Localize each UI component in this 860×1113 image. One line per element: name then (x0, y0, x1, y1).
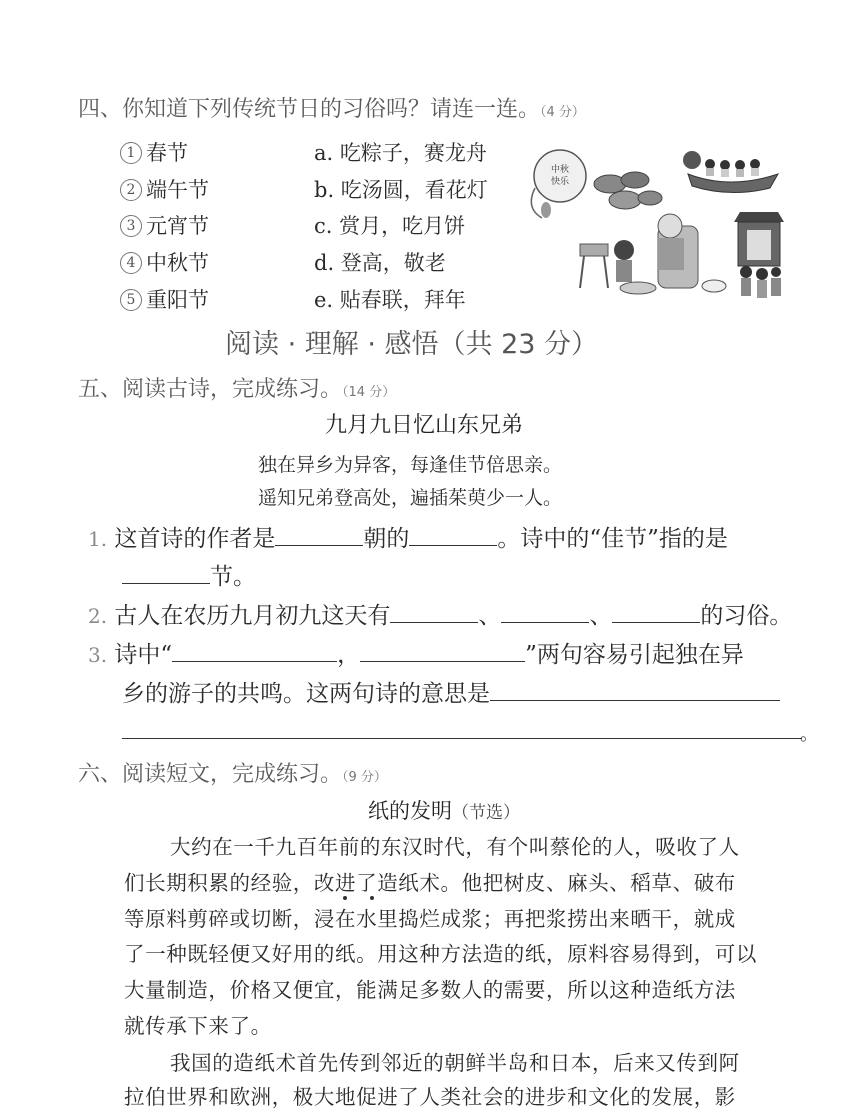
festival-item[interactable]: 1 春节 (120, 137, 188, 167)
mooncakes (594, 172, 662, 209)
poem-line: 独在异乡为异客，每逢佳节倍思亲。 (258, 454, 563, 476)
question-3-cont: 乡的游子的共鸣。这两句诗的意思是 (122, 675, 780, 708)
festival-illustration (520, 138, 785, 308)
festival-item[interactable]: 5 重阳节 (120, 284, 209, 314)
question-1-cont: 节。 (122, 558, 256, 591)
elder-and-child (580, 214, 726, 294)
answer-blank[interactable] (275, 521, 363, 546)
question-3: 3. 诗中“ ， ”两句容易引起独在异 (88, 636, 744, 669)
article-line: 就传承下来了。 (124, 1014, 272, 1038)
section6-score: （9 分） (342, 770, 387, 785)
custom-item[interactable]: c. 赏月，吃月饼 (314, 214, 466, 238)
answer-blank[interactable] (390, 598, 478, 623)
festival-item[interactable]: 2 端午节 (120, 174, 209, 204)
section5-score: （14 分） (342, 385, 396, 400)
question-1: 1. 这首诗的作者是 朝的 。诗中的“佳节”指的是 (88, 520, 728, 553)
article-subtitle: （节选） (452, 803, 520, 823)
festival-item[interactable]: 3 元宵节 (120, 210, 209, 240)
answer-blank[interactable] (612, 598, 700, 623)
answer-blank[interactable] (122, 559, 210, 584)
festival-item[interactable]: 4 中秋节 (120, 247, 209, 277)
custom-item[interactable]: e. 贴春联，拜年 (314, 288, 466, 312)
svg-text:中秋: 中秋 (550, 165, 570, 175)
answer-blank[interactable] (501, 598, 589, 623)
question-2: 2. 古人在农历九月初九这天有 、 、 的习俗。 (88, 597, 792, 630)
article-line: 拉伯世界和欧洲，极大地促进了人类社会的进步和文化的发展，影 (124, 1085, 736, 1109)
answer-blank[interactable] (172, 637, 337, 662)
answer-blank[interactable] (360, 637, 525, 662)
question-3-end: 。 (800, 724, 818, 745)
article-line: 们长期积累的经验，改进了造纸术。他把树皮、麻头、稻草、破布 (124, 871, 736, 895)
answer-blank[interactable] (409, 521, 497, 546)
section6-title: 六、阅读短文，完成练习。（9 分） (78, 762, 387, 787)
article-line: 了一种既轻便又好用的纸。用这种方法造的纸，原料容易得到，可以 (124, 942, 757, 966)
dragon-boat (683, 151, 778, 193)
article-line: 等原料剪碎或切断，浸在水里捣烂成浆；再把浆捞出来晒干，就成 (124, 907, 736, 931)
custom-item[interactable]: d. 登高，敬老 (314, 251, 446, 275)
section5-title: 五、阅读古诗，完成练习。（14 分） (78, 377, 396, 402)
mooncake-sign (531, 150, 586, 218)
spring-festival-door (734, 212, 784, 298)
poem-line: 遥知兄弟登高处，遍插茱萸少一人。 (258, 487, 563, 509)
custom-item[interactable]: a. 吃粽子，赛龙舟 (314, 141, 487, 165)
section4-score: （4 分） (540, 105, 585, 120)
section4-title: 四、你知道下列传统节日的习俗吗？请连一连。（4 分） (78, 97, 585, 122)
svg-text:快乐: 快乐 (550, 177, 570, 187)
question-3-answer-line[interactable] (122, 716, 802, 739)
reading-section-header: 阅读 · 理解 · 感悟（共 23 分） (225, 329, 599, 360)
emphasis-dot (370, 896, 374, 900)
article-title: 纸的发明（节选） (368, 799, 520, 823)
article-line: 我国的造纸术首先传到邻近的朝鲜半岛和日本，后来又传到阿 (170, 1051, 740, 1075)
article-line: 大量制造，价格又便宜，能满足多数人的需要，所以这种造纸方法 (124, 978, 736, 1002)
answer-blank[interactable] (490, 676, 780, 701)
emphasis-dot (343, 896, 347, 900)
article-line: 大约在一千九百年前的东汉时代，有个叫蔡伦的人，吸收了人 (170, 835, 740, 859)
poem-title: 九月九日忆山东兄弟 (325, 413, 524, 438)
custom-item[interactable]: b. 吃汤圆，看花灯 (314, 178, 488, 202)
